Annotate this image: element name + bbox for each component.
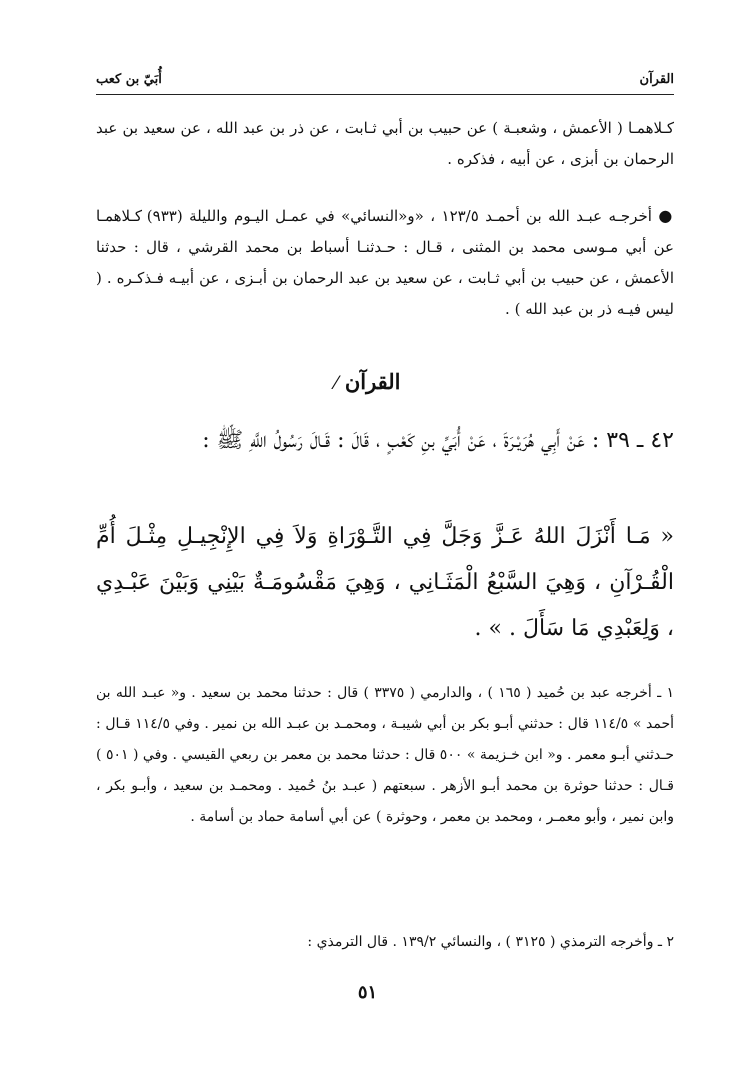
section-heading (0, 369, 735, 394)
footnote-2: ٢ ـ وأخرجه الترمذي ( ٣١٢٥ ) ، والنسائي ١٣٩/٢ . قال الترمذي : (307, 934, 674, 950)
hadith-text: « مَـا أَنْزَلَ اللهُ عَـزَّ وَجَلَّ فِي التَّـوْرَاةِ وَلاَ فِي الإِنْجِيـلِ مِثْـلَ أُمِّ الْقُـرْآنِ ، وَهِيَ السَّبْعُ الْمَثَـانِي ، وَهِيَ مَقْسُومَـةٌ بَيْنِي وَبَيْنَ عَبْـدِي ، وَلِعَبْدِي مَا سَأَلَ . » . (96, 524, 674, 641)
hadith-heading: ٤٢ ـ ٣٩ : عَنْ أَبِي هُرَيْـرَةَ ، عَنْ أُبَيِّ بنِ كَعْبٍ ، قَالَ : قَـالَ رَسُولُ اللَّهِ ﷺ : (202, 428, 674, 453)
running-header (96, 64, 674, 95)
paragraph-2 (96, 200, 674, 325)
footnote-1: ١ ـ أخرجه عبد بن حُميد ( ١٦٥ ) ، والدارمي ( ٣٣٧٥ ) قال : حدثنا محمد بن سعيد . و« عبـد الله بن أحمد » ١١٤/٥ قال : حدثني أبـو بكر بن أبي شيبـة ، ومحمـد بن عبـد الله بن نمير . وفي ١١٤/٥ قـال : حـدثني أبـو معمر . و« ابن خـزيمة » ٥٠٠ قال : حدثنا محمد بن معمر بن ربعي القيسي . وفي ( ٥٠١ ) قـال : حدثنا حوثرة بن محمد أبـو الأزهر . سبعتهم ( عبـد بنُ حُميد . ومحمـد بن سعيد ، وأبـو بكر ، وابن نمير ، وأبو معمـر ، ومحمد بن معمر ، وحوثرة ) عن أبي أسامة حماد بن أسامة . (96, 685, 674, 825)
header-name: أُبَيّ بن كعب (96, 72, 162, 87)
page-number: ٥١ (357, 982, 378, 1003)
heading-mark: ⁄ (334, 373, 338, 394)
paragraph-1: كـلاهمـا ( الأعمش ، وشعبـة ) عن حبيب بن أبي ثـابت ، عن ذر بن عبد الله ، عن سعيد بن عبد الرحمان بن أبزى ، عن أبيه ، فذكره . (96, 119, 674, 168)
section-title: القرآن (344, 369, 401, 394)
header-chapter: القرآن (639, 72, 674, 87)
bullet-icon: ● (658, 206, 674, 225)
paragraph-2-text: أخرجـه عبـد الله بن أحمـد ١٢٣/٥ ، «و«النسائي» في عمـل اليـوم والليلة (٩٣٣) كـلاهمـا عن أبي مـوسى محمد بن المثنى ، قـال : حـدثنـا أسباط بن محمد القرشي ، قال : حدثنا الأعمش ، عن حبيب بن أبي ثـابت ، عن سعيد بن عبد الرحمان بن أبـزى ، عن أبيـه فـذكـره . ( ليس فيـه ذر بن عبد الله ) . (96, 207, 674, 318)
